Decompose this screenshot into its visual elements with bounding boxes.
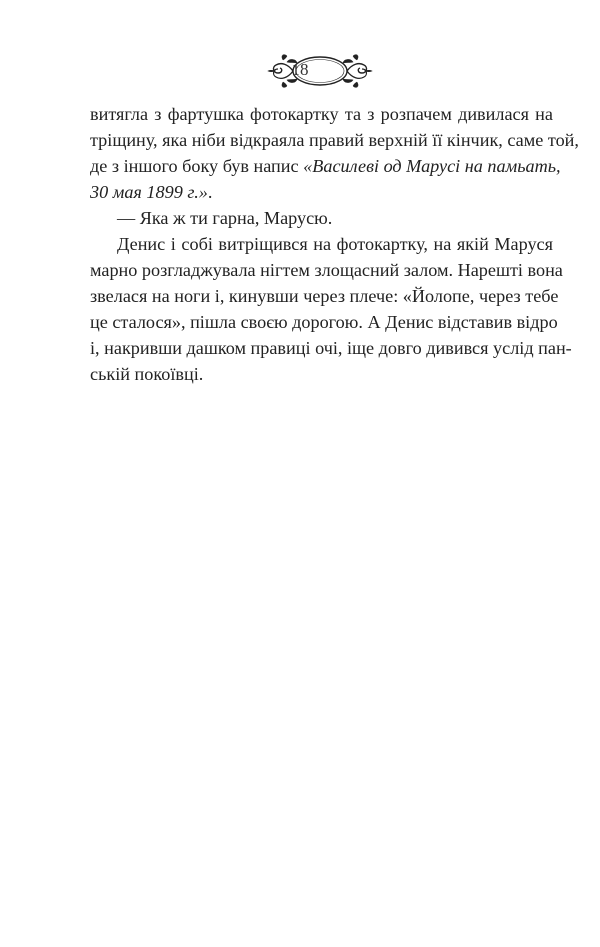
text-line: витягла з фартушка фотокартку та з розпачем дивилася на [90,104,553,124]
text-line: ській покоївці. [90,364,204,384]
text-run: де з іншого боку був напис [90,156,304,176]
inscription-date: 30 мая 1899 г.» [90,182,208,202]
paragraph-3 [90,231,572,387]
body-text [90,101,579,387]
text-line: і, накривши дашком правиці очі, іще довго дивився услід пан- [90,338,572,358]
text-line: — Яка ж ти гарна, Марусю. [117,208,333,228]
text-run: . [207,182,213,202]
text-line: Денис і собі витріщився на фотокартку, на якій Маруся [117,234,553,254]
page-number: 18 [291,60,309,79]
page-header [0,50,600,92]
text-line: марно розгладжувала нігтем злощасний залом. Нарешті вона [90,260,563,280]
text-line: звелася на ноги і, кинувши через плече: «Йолопе, через тебе [90,286,559,306]
paragraph-2 [90,205,553,231]
inscription-text: «Василеві од Марусі на памьать, [303,156,561,176]
text-line: це сталося», пішла своєю дорогою. А Денис відставив відро [90,312,558,332]
text-line: тріщину, яка ніби відкраяла правий верхній її кінчик, саме той, [90,130,579,150]
paragraph-1 [90,101,579,205]
text-line [90,153,561,179]
text-line [90,179,553,205]
